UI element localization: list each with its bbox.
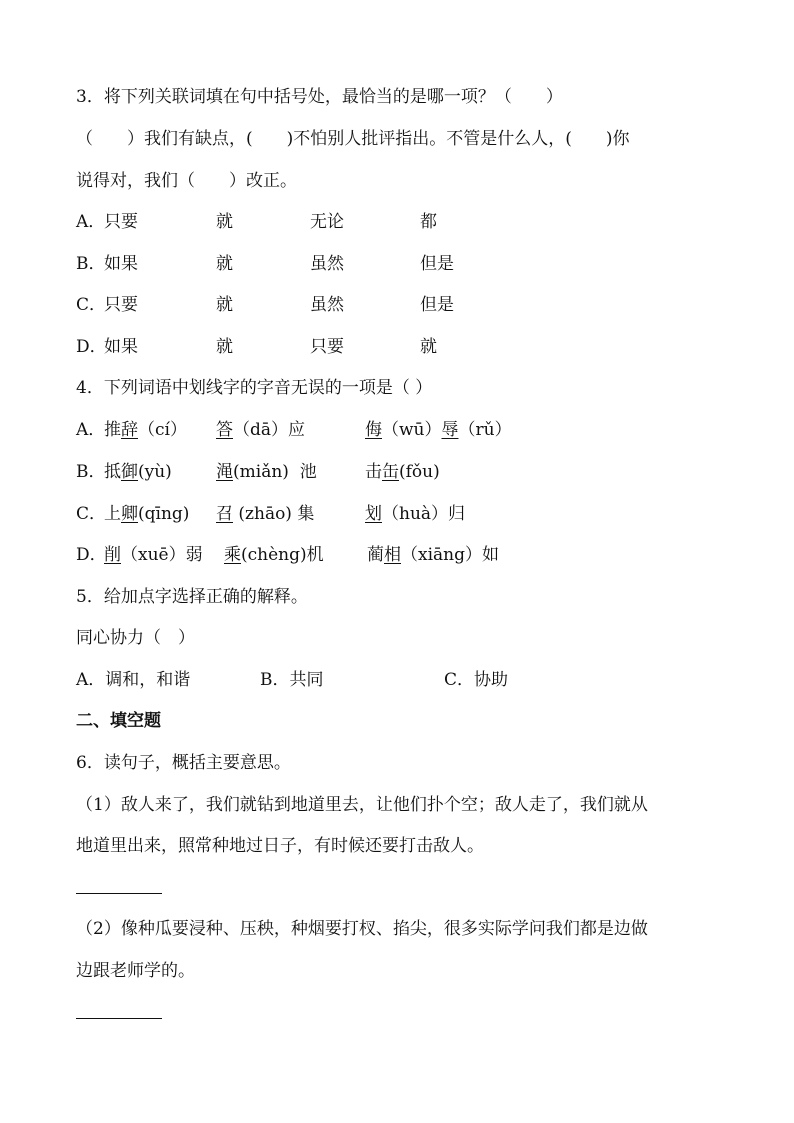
- option-word-1: 上卿(qīng): [104, 504, 190, 524]
- option-letter: D．: [76, 545, 107, 565]
- option-word-2: 就: [216, 295, 233, 315]
- option-word-3: 划（huà）归: [365, 504, 466, 524]
- section-heading: 二、填空题: [76, 711, 161, 731]
- option-letter: B．: [76, 254, 106, 274]
- q5-option-c[interactable]: C．协助: [444, 670, 509, 690]
- q4-stem: 4．下列词语中划线字的字音无误的一项是（ ）: [76, 378, 433, 398]
- option-word-3: 击缶(fǒu): [365, 462, 440, 482]
- option-word-2: 答（dā）应: [216, 420, 306, 440]
- option-word-2: 就: [216, 337, 233, 357]
- option-word-1: 削（xuē）弱: [104, 545, 203, 565]
- q6-passage1-line2: 地道里出来，照常种地过日子，有时候还要打击敌人。: [76, 836, 484, 856]
- q3-stem: 3．将下列关联词填在句中括号处，最恰当的是哪一项？（ ）: [76, 87, 563, 107]
- option-word-2: 召 (zhāo) 集: [216, 504, 315, 524]
- q3-sentence-line1: （ ）我们有缺点，( )不怕别人批评指出。不管是什么人，( )你: [76, 129, 630, 149]
- option-word-1: 如果: [104, 254, 138, 274]
- option-word-2: 就: [216, 254, 233, 274]
- option-word-1: 抵御(yù): [104, 462, 172, 482]
- q6-passage2-line1: （2）像种瓜要浸种、压秧，种烟要打杈、掐尖，很多实际学问我们都是边做: [76, 919, 648, 939]
- q6-answer-blank-2[interactable]: [76, 1018, 162, 1019]
- option-letter: D．: [76, 337, 107, 357]
- option-word-2: 就: [216, 212, 233, 232]
- q6-answer-blank-1[interactable]: [76, 893, 162, 894]
- option-word-1: 只要: [104, 212, 138, 232]
- option-word-3: 虽然: [310, 254, 344, 274]
- option-word-2: 乘(chèng)机: [224, 545, 324, 565]
- option-letter: C．: [76, 504, 107, 524]
- option-word-1: 如果: [104, 337, 138, 357]
- option-word-3: 无论: [310, 212, 344, 232]
- option-word-4: 但是: [420, 295, 454, 315]
- option-word-4: 但是: [420, 254, 454, 274]
- q5-option-a[interactable]: A．调和，和谐: [76, 670, 191, 690]
- option-word-4: 就: [420, 337, 437, 357]
- option-letter: A．: [76, 420, 106, 440]
- q6-passage2-line2: 边跟老师学的。: [76, 961, 195, 981]
- option-word-4: 都: [420, 212, 437, 232]
- option-word-3: 只要: [310, 337, 344, 357]
- option-word-3: 侮（wū）辱（rǔ）: [365, 420, 512, 440]
- option-word-1: 推辞（cí）: [104, 420, 187, 440]
- q6-stem: 6．读句子，概括主要意思。: [76, 753, 291, 773]
- option-letter: A．: [76, 212, 106, 232]
- option-word-3: 虽然: [310, 295, 344, 315]
- option-word-3: 蔺相（xiāng）如: [367, 545, 499, 565]
- q3-sentence-line2: 说得对，我们（ ）改正。: [76, 171, 297, 191]
- option-word-1: 只要: [104, 295, 138, 315]
- option-letter: C．: [76, 295, 107, 315]
- q5-word: 同心协力（ ）: [76, 628, 195, 648]
- q5-option-b[interactable]: B．共同: [260, 670, 324, 690]
- option-word-2: 渑(miǎn) 池: [216, 462, 317, 482]
- q5-stem: 5．给加点字选择正确的解释。: [76, 587, 308, 607]
- option-letter: B．: [76, 462, 106, 482]
- q6-passage1-line1: （1）敌人来了，我们就钻到地道里去，让他们扑个空；敌人走了，我们就从: [76, 795, 648, 815]
